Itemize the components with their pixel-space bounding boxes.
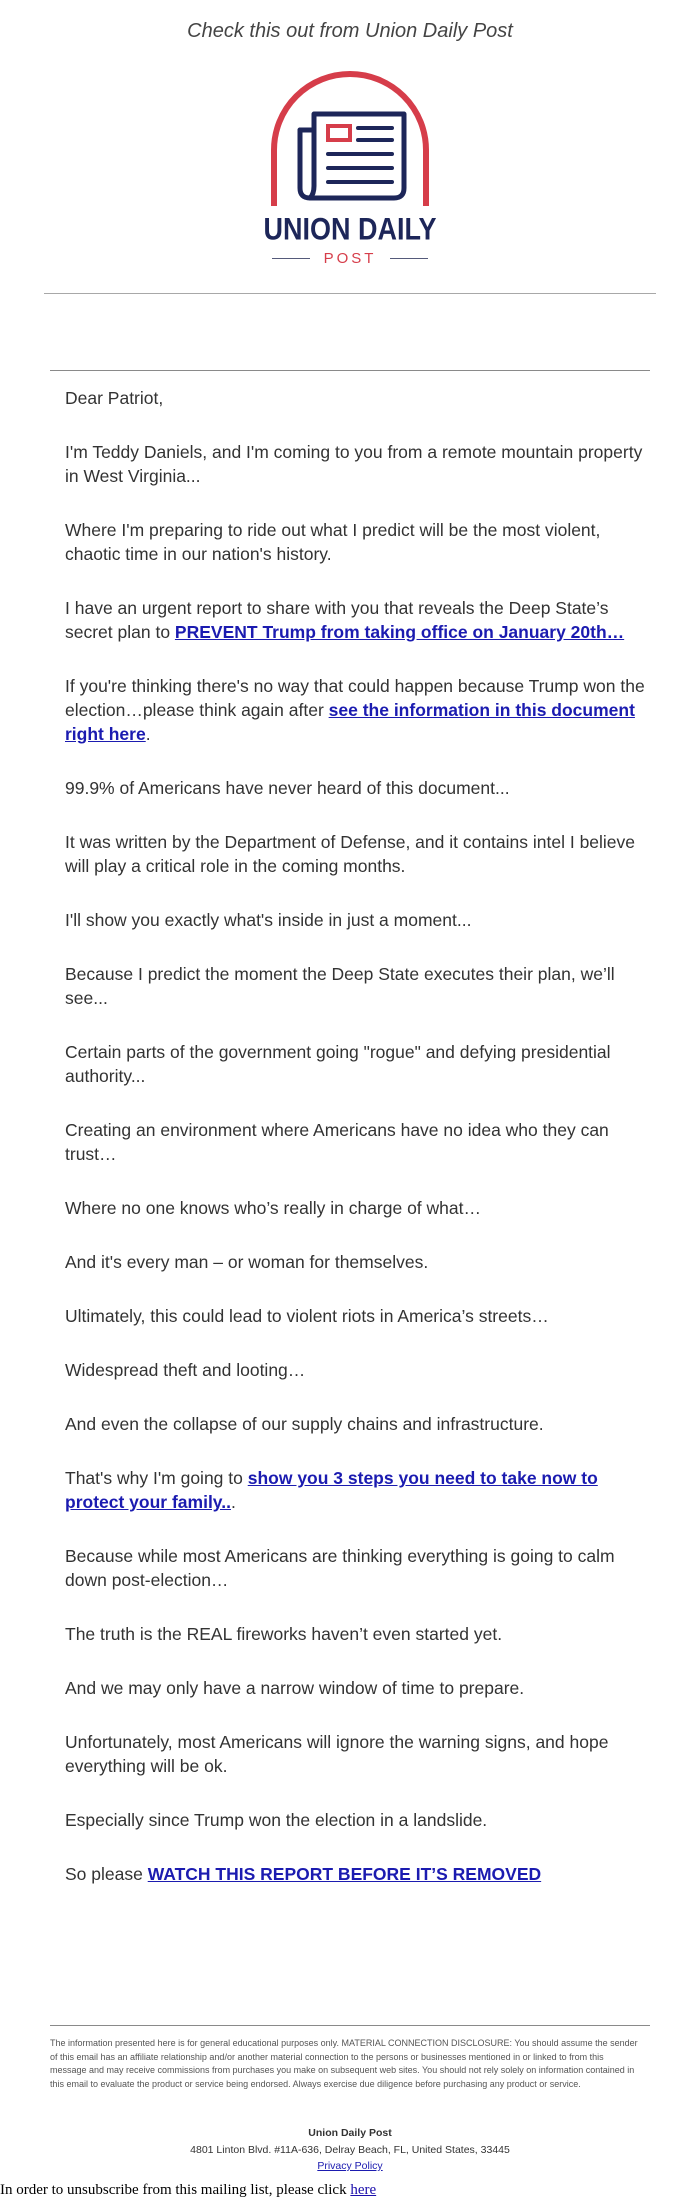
paragraph (65, 674, 645, 746)
paragraph-text: If you're thinking there's no way that could happen because Trump won the election…please think again after (65, 676, 645, 720)
newspaper-icon (266, 66, 434, 216)
paragraph: Because I predict the moment the Deep State executes their plan, we’ll see... (65, 964, 615, 1008)
paragraph (65, 1466, 645, 1514)
unsubscribe-text: In order to unsubscribe from this mailing list, please click (0, 2182, 351, 2198)
paragraph-text: I have an urgent report to share with you that reveals the Deep State’s secret plan to (65, 598, 609, 642)
footer-company-name: Union Daily Post (308, 2127, 392, 2139)
header-divider (44, 293, 656, 294)
footer-divider (50, 2025, 650, 2026)
disclaimer-text: The information presented here is for general educational purposes only. MATERIAL CONNECTION DISCLOSURE: You should assume the sender of this email has an affiliate relationship and/or another material connection to the persons or businesses mentioned in or linked to from this message and may receive commissions from purchases you make on subsequent web sites. You should not rely solely on information contained in this email to evaluate the product or service being endorsed. Always exercise due diligence before purchasing any product or service. (50, 2038, 638, 2089)
paragraph: Unfortunately, most Americans will ignore the warning signs, and hope everything will be ok. (65, 1732, 609, 1776)
paragraph: 99.9% of Americans have never heard of this document... (65, 778, 510, 798)
paragraph: The truth is the REAL fireworks haven’t even started yet. (65, 1624, 503, 1644)
footer-address: 4801 Linton Blvd. #11A-636, Delray Beach, FL, United States, 33445 (190, 2144, 510, 2156)
content-top-divider (50, 370, 650, 371)
unsubscribe-row (0, 2182, 376, 2199)
email-header-title: Check this out from Union Daily Post (187, 20, 513, 42)
letter-body (65, 386, 645, 1916)
prevent-trump-link[interactable]: PREVENT Trump from taking office on January 20th… (174, 622, 625, 642)
paragraph: Because while most Americans are thinking everything is going to calm down post-election… (65, 1546, 615, 1590)
watch-report-link[interactable]: WATCH THIS REPORT BEFORE IT’S REMOVED (147, 1864, 542, 1884)
brand-sub-row (272, 250, 428, 268)
paragraph (65, 596, 645, 644)
paragraph: I'll show you exactly what's inside in just a moment... (65, 910, 472, 930)
privacy-policy-link[interactable]: Privacy Policy (317, 2160, 383, 2172)
unsubscribe-link[interactable]: here (350, 2182, 377, 2198)
brand-name: UNION DAILY (263, 211, 437, 247)
paragraph: Ultimately, this could lead to violent riots in America’s streets… (65, 1306, 549, 1326)
paragraph: It was written by the Department of Defense, and it contains intel I believe will play a critical role in the coming months. (65, 832, 636, 876)
paragraph: And we may only have a narrow window of time to prepare. (65, 1678, 525, 1698)
brand-subtitle: POST (323, 250, 377, 267)
paragraph: And even the collapse of our supply chains and infrastructure. (65, 1414, 544, 1434)
document-link[interactable]: see the information in this document right here (65, 700, 635, 744)
paragraph: Where I'm preparing to ride out what I predict will be the most violent, chaotic time in our nation's history. (65, 520, 601, 564)
privacy-policy-row (0, 2160, 700, 2172)
paragraph: Creating an environment where Americans have no idea who they can trust… (65, 1120, 609, 1164)
three-steps-link[interactable]: show you 3 steps you need to take now to protect your family.. (65, 1468, 598, 1512)
paragraph: And it's every man – or woman for themselves. (65, 1252, 429, 1272)
paragraph: Certain parts of the government going "rogue" and defying presidential authority... (65, 1042, 611, 1086)
paragraph (65, 1862, 645, 1886)
paragraph-text: . (230, 1492, 236, 1512)
paragraph: I'm Teddy Daniels, and I'm coming to you from a remote mountain property in West Virginia... (65, 442, 643, 486)
paragraph: Especially since Trump won the election in a landslide. (65, 1810, 488, 1830)
brand-divider-right (390, 258, 428, 259)
paragraph: Dear Patriot, (65, 388, 164, 408)
paragraph: Where no one knows who’s really in charge of what… (65, 1198, 482, 1218)
paragraph: Widespread theft and looting… (65, 1360, 306, 1380)
paragraph-text: That's why I'm going to (65, 1468, 248, 1488)
paragraph-text: So please (65, 1864, 148, 1884)
paragraph-text: . (145, 724, 151, 744)
